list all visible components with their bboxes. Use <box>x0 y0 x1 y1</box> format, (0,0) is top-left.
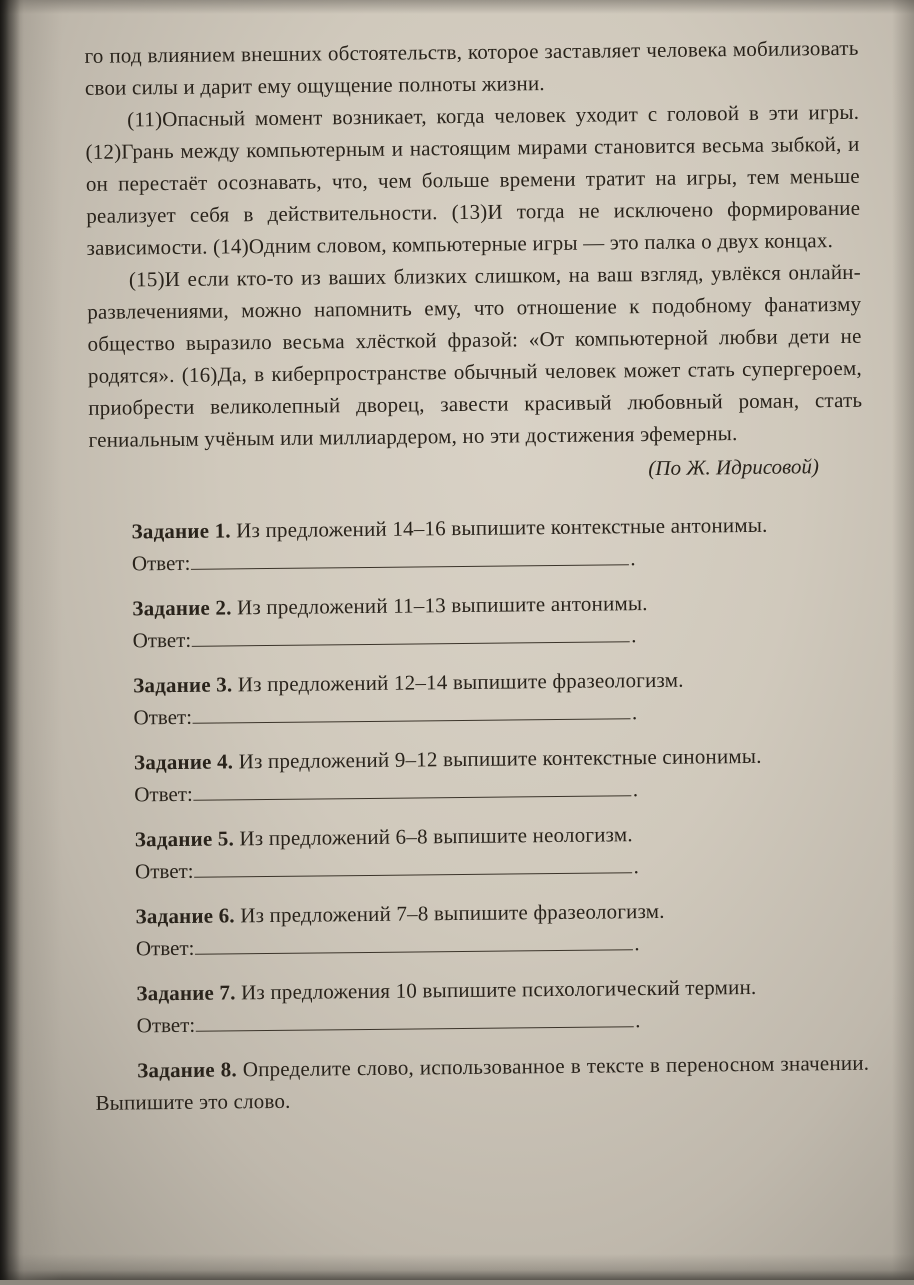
answer-blank-line <box>194 794 632 801</box>
answer-row <box>95 1002 869 1042</box>
tasks-section <box>89 508 869 1119</box>
task-label: Задание 2. <box>132 595 232 621</box>
task-text: Из предложений 6–8 выпишите неологизм. <box>239 822 633 851</box>
answer-period: . <box>631 700 638 725</box>
answer-blank-line <box>195 871 633 878</box>
task-item <box>94 970 869 1042</box>
task-label: Задание 7. <box>136 980 236 1006</box>
answer-row <box>91 617 865 657</box>
answer-label: Ответ: <box>135 935 195 961</box>
answer-blank-line <box>191 563 629 570</box>
task-item <box>90 585 865 657</box>
task-item <box>95 1047 870 1119</box>
answer-period: . <box>634 931 640 956</box>
answer-label: Ответ: <box>132 627 192 653</box>
text-paragraph: (11)Опасный момент возникает, когда человек уходит с головой в эти игры. (12)Грань между компьютерным и настоящим мирами становится весьма зыбкой, и он перестаёт осознавать, что, чем больше времени тратит на игры, тем меньше реализует себя в действительности. (13)И тогда не исключено формирование зависимости. (14)Одним словом, компьютерные игры — это палка о двух концах. <box>85 99 861 260</box>
task-text: Из предложений 9–12 выпишите контекстные синонимы. <box>238 743 762 774</box>
answer-blank-line <box>195 948 633 955</box>
answer-period: . <box>633 854 639 879</box>
author-attribution: (По Ж. Идрисовой) <box>648 454 820 481</box>
task-label: Задание 5. <box>134 826 235 852</box>
answer-label: Ответ: <box>131 550 191 576</box>
answer-period: . <box>631 623 637 648</box>
answer-blank-line <box>196 1025 634 1032</box>
task-text: Определите слово, использованное в тексте в переносном значении. Выпишите это слово. <box>95 1050 870 1115</box>
task-text: Из предложения 10 выпишите психологический термин. <box>240 974 757 1005</box>
task-item <box>93 816 868 888</box>
answer-row <box>94 925 868 965</box>
text-paragraph: го под влиянием внешних обстоятельств, которое заставляет человека мобилизовать свои силы и дарит ему ощущение полноты жизни. <box>84 35 859 100</box>
task-label: Задание 4. <box>133 749 234 775</box>
task-text: Из предложений 14–16 выпишите контекстные антонимы. <box>236 512 768 543</box>
answer-row <box>90 540 864 580</box>
task-label: Задание 3. <box>133 672 233 698</box>
answer-label: Ответ: <box>136 1012 196 1038</box>
task-label: Задание 6. <box>135 903 235 929</box>
answer-blank-line <box>193 717 631 724</box>
task-text: Из предложений 11–13 выпишите антонимы. <box>236 591 648 620</box>
answer-label: Ответ: <box>133 704 193 730</box>
answer-label: Ответ: <box>134 858 194 884</box>
answer-label: Ответ: <box>134 781 193 807</box>
answer-row <box>92 771 866 811</box>
task-item <box>93 893 868 965</box>
task-label: Задание 8. <box>137 1057 238 1083</box>
task-item <box>91 662 866 734</box>
answer-blank-line <box>192 640 630 647</box>
task-item <box>92 739 867 811</box>
task-item <box>89 508 864 580</box>
task-text: Из предложений 12–14 выпишите фразеологизм. <box>237 667 684 697</box>
answer-period: . <box>630 546 636 571</box>
answer-period: . <box>635 1008 641 1033</box>
task-label: Задание 1. <box>131 518 231 544</box>
answer-period: . <box>632 777 639 802</box>
answer-row <box>93 848 867 888</box>
answer-row <box>91 694 865 734</box>
task-text: Из предложений 7–8 выпишите фразеологизм. <box>240 898 665 928</box>
text-paragraph: (15)И если кто-то из ваших близких слишком, на ваш взгляд, увлёкся онлайн-развлечениями, можно напомнить ему, что отношение к подобному фанатизму общество выразило весьма хлёсткой фразой: «От компьютерной любви дети не родятся». (16)Да, в киберпространстве обычный человек может стать супергероем, приобрести великолепный дворец, завести красивый любовный роман, стать гениальным учёным или миллиардером, но эти достижения эфемерны. <box>87 259 863 452</box>
